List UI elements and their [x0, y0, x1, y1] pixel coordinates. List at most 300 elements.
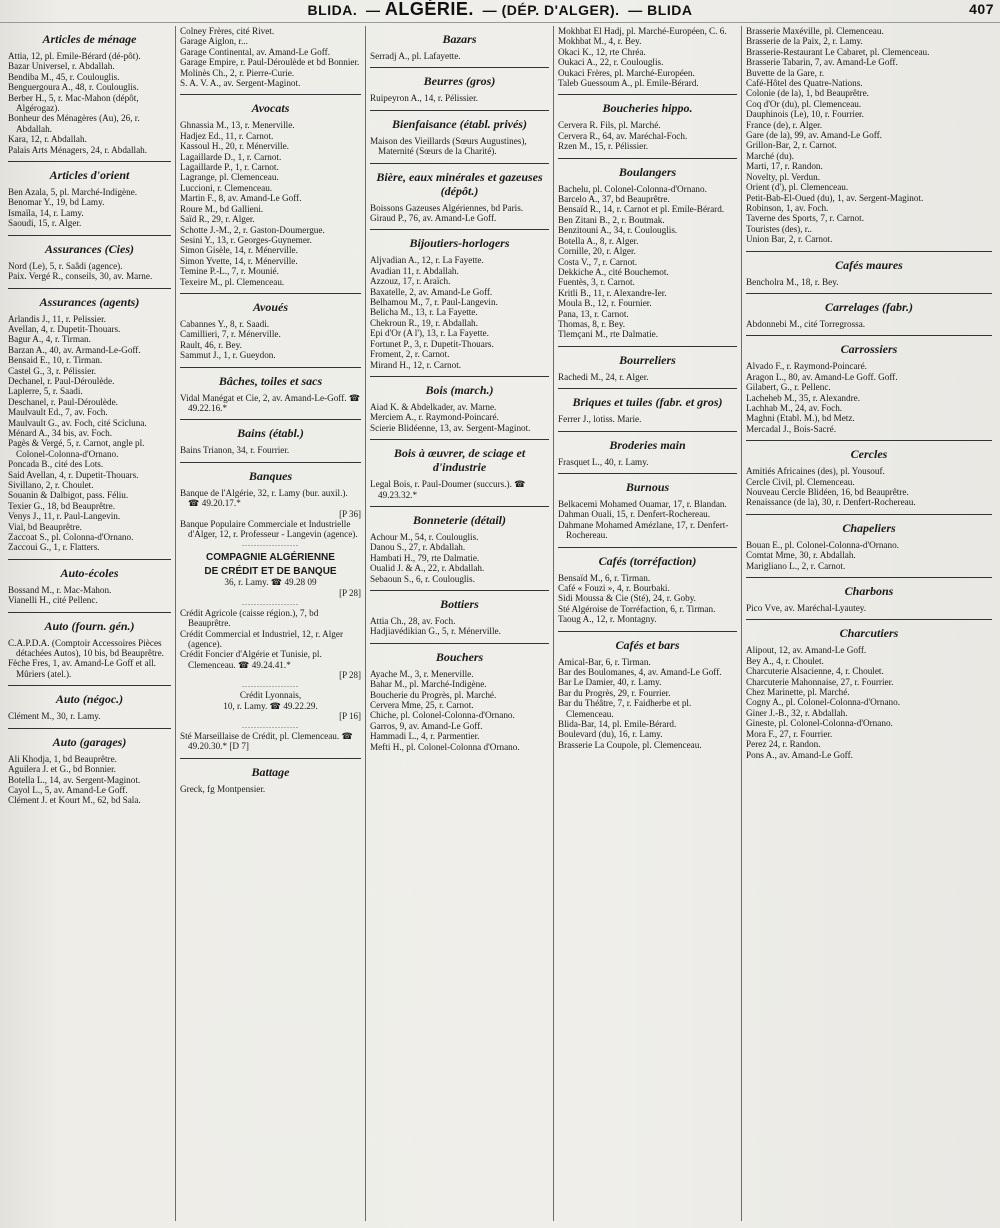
entry-list — [370, 51, 549, 61]
directory-entry: France (de), r. Alger. — [746, 119, 823, 130]
directory-entry: Tlemçani M., rte Dalmatie. — [558, 329, 659, 340]
directory-entry: Cabannes Y., 8, r. Saadi. — [180, 318, 270, 329]
directory-section — [746, 447, 992, 515]
directory-entry: Crédit Foncier d'Algérie et Tunisie, pl. Clemenceau. ☎ 49.24.41.* — [180, 649, 322, 670]
directory-entry: Boucherie du Progrès, pl. Marché. — [370, 689, 497, 700]
dotted-separator: ................... — [242, 680, 299, 690]
directory-entry: Dauphinois (Le), 10, r. Fourrier. — [746, 109, 864, 120]
directory-entry: Aljvadian A., 12, r. La Fayette. — [370, 255, 484, 266]
section-divider — [180, 462, 361, 463]
section-divider — [746, 335, 992, 336]
entry-list — [180, 731, 361, 752]
directory-entry: Maghni (Etabl. M.), bd Metz. — [746, 413, 855, 424]
directory-entry: Maulvault G., av. Foch, cité Scicluna. — [8, 417, 147, 428]
directory-entry: Simon Yvette, 14, r. Ménerville. — [180, 255, 298, 266]
entry-list — [370, 402, 549, 433]
directory-entry: Bagur A., 4, r. Tirman. — [8, 334, 91, 345]
directory-entry: Gilabert, G., r. Pellenc. — [746, 382, 831, 393]
directory-section — [8, 735, 171, 806]
directory-section — [558, 165, 737, 347]
section-divider — [558, 431, 737, 432]
directory-entry: Marti, 17, r. Randon. — [746, 161, 823, 172]
directory-section — [8, 692, 171, 728]
section-title: Articles d'orient — [49, 168, 130, 183]
section-title: Cafés (torréfaction) — [598, 553, 697, 568]
directory-entry: Oukaci A., 22, r. Coulouglis. — [558, 57, 664, 68]
header-department: (DÉP. D'ALGER). — [501, 2, 620, 18]
entry-list — [746, 540, 992, 571]
entry-list — [370, 616, 549, 637]
directory-entry: Belhamou M., 7, r. Paul-Langevin. — [370, 297, 498, 308]
directory-entry: Attia, 12, pl. Emile-Bérard (dé-pôt). — [8, 51, 141, 61]
directory-section — [8, 32, 171, 162]
directory-entry: Bensaid E., 10, r. Tirman. — [8, 355, 103, 366]
directory-entry: S. A. V. A., av. Sergent-Maginot. — [180, 78, 301, 89]
directory-entry: Paix. Vergé R., conseils, 30, av. Marne. — [8, 271, 153, 282]
directory-section — [180, 765, 361, 794]
directory-section — [746, 300, 992, 336]
entry-list — [180, 120, 361, 287]
section-divider — [746, 293, 992, 294]
directory-entry: Saoudi, 15, r. Alger. — [8, 218, 82, 229]
section-divider — [558, 547, 737, 548]
directory-entry: Crédit Agricole (caisse région.), 7, bd Beauprêtre. — [180, 607, 319, 629]
section-divider — [180, 419, 361, 420]
directory-section — [8, 619, 171, 687]
directory-entry: Clément J. et Kourt M., 62, bd Sala. — [8, 795, 141, 806]
directory-entry: Marché (du). — [746, 150, 794, 161]
directory-entry: Sebaoun S., 6, r. Coulouglis. — [370, 573, 475, 584]
directory-entry: Baxatelle, 2, av. Amand-Le Goff. — [370, 286, 493, 297]
directory-section — [370, 446, 549, 507]
directory-section — [746, 342, 992, 441]
directory-entry: Marigliano L., 2, r. Carnot. — [746, 560, 846, 571]
directory-entry: Dekkiche A., cité Bouchemot. — [558, 266, 669, 277]
section-divider — [370, 439, 549, 440]
directory-entry: Abdonnebi M., cité Torregrossa. — [746, 318, 866, 329]
directory-section — [370, 597, 549, 644]
directory-entry: Botella A., 8, r. Alger. — [558, 235, 639, 246]
directory-entry: Bouan E., pl. Colonel-Colonna-d'Ornano. — [746, 539, 899, 550]
directory-entry: Dahmane Mohamed Amézlane, 17, r. Denfert-Rochereau. — [558, 519, 729, 541]
directory-entry: Azzouz, 17, r. Araïch. — [370, 276, 451, 287]
directory-entry: Amical-Bar, 6, r. Tirman. — [558, 656, 651, 667]
directory-entry: Martin F., 8, av. Amand-Le Goff. — [180, 193, 302, 204]
directory-entry: Poncada B., cité des Lots. — [8, 459, 104, 470]
entry-list — [746, 277, 992, 287]
entry-list — [8, 261, 171, 282]
directory-section — [746, 521, 992, 578]
reference-code: [P 36] — [339, 508, 361, 519]
directory-entry: Giraud P., 76, av. Amand-Le Goff. — [370, 213, 497, 224]
directory-entry: Zaccoui G., 1, r. Flatters. — [8, 542, 100, 553]
directory-entry: Legal Bois, r. Paul-Doumer (succurs.). ☎ 49.23.32.* — [370, 479, 526, 500]
directory-entry: Fèche Fres, 1, av. Amand-Le Goff et all. Mûriers (atel.). — [8, 658, 156, 679]
directory-entry: Arlandis J., 11, r. Pelissier. — [8, 313, 106, 324]
directory-section — [558, 438, 737, 474]
directory-entry: Hadjiavédikian G., 5, r. Ménerville. — [370, 626, 501, 637]
entry-list — [8, 638, 171, 680]
directory-section — [180, 101, 361, 294]
directory-entry: Dechanel, r. Paul-Déroulède. — [8, 375, 115, 386]
section-title: Assurances (agents) — [39, 294, 140, 309]
section-title: Boucheries hippo. — [602, 101, 693, 116]
section-divider — [8, 235, 171, 236]
directory-entry: Aiad K. & Abdelkader, av. Marne. — [370, 401, 497, 412]
directory-section — [558, 26, 737, 95]
directory-entry: Epi d'Or (A l'), 13, r. La Fayette. — [370, 328, 489, 339]
entry-list — [180, 393, 361, 414]
directory-entry: Cervera Mme, 25, r. Carnot. — [370, 700, 474, 710]
directory-entry: Thomas, 8, r. Bey. — [558, 318, 626, 329]
section-title: Burnous — [625, 479, 670, 494]
directory-entry: Greck, fg Montpensier. — [180, 783, 266, 794]
section-title: Bazars — [442, 32, 477, 46]
directory-entry: Taleb Guessoum A., pl. Emile-Bérard. — [558, 78, 699, 89]
directory-entry: Bains Trianon, 34, r. Fourrier. — [180, 445, 290, 456]
entry-list — [558, 414, 737, 424]
directory-section — [558, 554, 737, 632]
directory-section — [8, 168, 171, 236]
directory-entry: Ismaïla, 14, r. Lamy. — [8, 207, 84, 218]
directory-section — [558, 101, 737, 158]
directory-entry: Bensaïd M., 6, r. Tirman. — [558, 572, 651, 583]
directory-entry: Charcuterie Alsacienne, 4, r. Choulet. — [746, 666, 884, 677]
directory-entry: Renaissance (de la), 30, r. Denfert-Rochereau. — [746, 497, 916, 508]
directory-entry: Café-Hôtel des Quatre-Nations. — [746, 78, 863, 89]
directory-entry: Sammut J., 1, r. Gueydon. — [180, 350, 276, 361]
directory-entry: Mercadal J., Bois-Sacré. — [746, 423, 837, 434]
directory-entry: Hammadi L., 4, r. Parmentier. — [370, 731, 480, 742]
section-title: Broderies main — [609, 437, 686, 452]
entry-list — [558, 657, 737, 751]
directory-entry: Sté Algéroise de Torréfaction, 6, r. Tirman. — [558, 603, 716, 614]
directory-section — [370, 170, 549, 231]
directory-entry: Ménard A., 34 bis, av. Foch. — [8, 427, 113, 438]
directory-entry: Barcelo A., 37, bd Beauprêtre. — [558, 194, 670, 205]
directory-entry: Petit-Bab-El-Oued (du), 1, av. Sergent-Maginot. — [746, 192, 924, 203]
directory-entry: Union Bar, 2, r. Carnot. — [746, 234, 833, 245]
directory-entry: Belkacemi Mohamed Ouamar, 17, r. Blandan. — [558, 498, 727, 509]
directory-entry: Texeire M., pl. Clemenceau. — [180, 276, 285, 287]
entry-list — [180, 488, 361, 509]
entry-list — [8, 754, 171, 806]
directory-entry: Brasserie Maxéville, pl. Clemenceau. — [746, 26, 884, 36]
header-city-left: BLIDA. — [307, 2, 358, 18]
section-title: Cercles — [850, 447, 888, 462]
directory-entry: Serradj A., pl. Lafayette. — [370, 51, 461, 61]
directory-entry: Berber H., 5, r. Mac-Mahon (dépôt, Algérogaz). — [8, 92, 139, 114]
section-title: Carrelages (fabr.) — [825, 299, 913, 314]
directory-entry: Novelty, pl. Verdun. — [746, 171, 821, 182]
directory-entry: Alvado F., r. Raymond-Poincaré. — [746, 361, 867, 372]
directory-section — [558, 353, 737, 389]
directory-entry: Attia Ch., 28, av. Foch. — [370, 615, 456, 626]
entry-list — [746, 645, 992, 759]
section-title: Bouchers — [435, 649, 484, 664]
directory-entry: Banque de l'Algérie, 32, r. Lamy (bur. auxil.). ☎ 49.20.17.* — [180, 487, 348, 509]
directory-entry: Mefti H., pl. Colonel-Colonna d'Ornano. — [370, 741, 520, 752]
directory-entry: Ferrer J., lotiss. Marie. — [558, 414, 642, 425]
directory-entry: Maulvault Ed., 7, av. Foch. — [8, 407, 108, 418]
section-title: Beurres (gros) — [423, 74, 496, 89]
entry-list — [558, 184, 737, 340]
directory-entry: Kritli B., 11, r. Alexandre-Ier. — [558, 287, 667, 298]
reference-code: [P 28] — [339, 587, 361, 598]
dotted-separator: ................... — [242, 597, 299, 607]
column-1 — [4, 26, 176, 1221]
directory-entry: Bachelu, pl. Colonel-Colonna-d'Ornano. — [558, 183, 707, 194]
entry-list — [180, 608, 361, 670]
directory-entry: Garros, 9, av. Amand-Le Goff. — [370, 720, 483, 731]
directory-entry: Ben Zitani B., 2, r. Boutmak. — [558, 214, 665, 225]
directory-entry: Vidal Manégat et Cie, 2, av. Amand-Le-Goff. ☎ 49.22.16.* — [180, 392, 361, 413]
directory-entry: Nouveau Cercle Blidéen, 16, bd Beauprêtre. — [746, 487, 909, 497]
directory-entry: Garage Aiglon, r... — [180, 36, 248, 47]
section-title: Cafés et bars — [615, 637, 680, 652]
directory-entry: Lagrange, pl. Clemenceau. — [180, 172, 279, 183]
directory-entry: Merciem A., r. Raymond-Poincaré. — [370, 412, 499, 423]
directory-entry: Gare (de la), 99, av. Amand-Le Goff. — [746, 130, 882, 141]
section-title: Auto (garages) — [52, 734, 127, 749]
directory-entry: Belicha M., 13, r. La Fayette. — [370, 307, 478, 318]
column-3 — [366, 26, 554, 1221]
entry-list — [8, 585, 171, 606]
directory-section — [180, 26, 361, 95]
section-divider — [558, 631, 737, 632]
section-divider — [558, 158, 737, 159]
entry-list — [746, 466, 992, 508]
section-title: Briques et tuiles (fabr. et gros) — [572, 395, 723, 410]
display-advertisement-address: 10, r. Lamy. ☎ 49.22.29. — [223, 700, 318, 711]
directory-entry: Comtat Mme, 30, r. Abdallah. — [746, 550, 856, 561]
section-divider — [746, 514, 992, 515]
directory-entry: Pana, 13, r. Carnot. — [558, 308, 629, 319]
directory-entry: Vial, bd Beauprêtre. — [8, 521, 82, 532]
directory-section — [370, 236, 549, 376]
entry-list — [370, 479, 549, 500]
column-5 — [742, 26, 996, 1221]
directory-entry: Cercle Civil, pl. Clemenceau. — [746, 476, 855, 487]
directory-section — [180, 374, 361, 421]
directory-entry: Chiche, pl. Colonel-Colonna-d'Ornano. — [370, 710, 515, 721]
directory-entry: Touristes (des), r.. — [746, 223, 812, 234]
display-advertisement-line: COMPAGNIE ALGÉRIENNE — [206, 552, 335, 564]
directory-entry: Danou S., 27, r. Abdallah. — [370, 542, 466, 553]
directory-section — [180, 426, 361, 462]
section-divider — [8, 161, 171, 162]
section-divider — [8, 559, 171, 560]
section-divider — [8, 685, 171, 686]
directory-entry: Bensaïd R., 14, r. Carnot et pl. Emile-Bérard. — [558, 204, 725, 215]
directory-entry: Grillon-Bar, 2, r. Carnot. — [746, 140, 837, 151]
directory-entry: Pons A., av. Amand-Le Goff. — [746, 749, 853, 760]
directory-entry: Cervera R., 64, av. Maréchal-Foch. — [558, 130, 688, 141]
section-title: Bijoutiers-horlogers — [409, 236, 510, 251]
directory-entry: Garage Empire, r. Paul-Déroulède et bd Bonnier. — [180, 57, 360, 68]
directory-entry: Ali Khodja, 1, bd Beauprêtre. — [8, 753, 117, 764]
directory-entry: Froment, 2, r. Carnot. — [370, 349, 450, 360]
directory-entry: Maison des Vieillards (Sœurs Augustines), Maternité (Sœurs de la Charité). — [370, 135, 527, 157]
section-title: Assurances (Cies) — [44, 241, 134, 256]
section-title: Bourreliers — [619, 352, 676, 367]
section-divider — [8, 728, 171, 729]
section-divider — [370, 590, 549, 591]
section-divider — [558, 346, 737, 347]
section-title: Auto (négoc.) — [55, 692, 124, 707]
reference-code: [P 16] — [339, 711, 361, 722]
directory-entry: Mora F., 27, r. Fourrier. — [746, 728, 833, 739]
directory-section — [558, 638, 737, 751]
section-divider — [746, 440, 992, 441]
section-divider — [180, 293, 361, 294]
directory-entry: Rzen M., 15, r. Pélissier. — [558, 141, 649, 152]
directory-entry: Cogny A., pl. Colonel-Colonna-d'Ornano. — [746, 697, 901, 708]
directory-entry: Texier G., 18, bd Beauprêtre. — [8, 500, 116, 511]
directory-entry: Coq d'Or (du), pl. Clemenceau. — [746, 98, 862, 109]
directory-section — [370, 650, 549, 752]
directory-entry: Venys J., 11, r. Paul-Langevin. — [8, 511, 121, 522]
section-title: Cafés maures — [835, 257, 903, 272]
directory-section — [746, 26, 992, 252]
section-title: Bottiers — [440, 596, 479, 611]
directory-entry: Brasserie-Restaurant Le Cabaret, pl. Clemenceau. — [746, 46, 930, 57]
directory-entry: Gineste, pl. Colonel-Colonna-d'Ornano. — [746, 718, 893, 729]
entry-list — [558, 120, 737, 151]
directory-entry: Bar des Boulomanes, 4, av. Amand-Le Goff. — [558, 667, 722, 678]
directory-entry: Costa V., 7, r. Carnot. — [558, 256, 638, 267]
section-title: Bois (march.) — [425, 382, 494, 397]
entry-list — [558, 457, 737, 467]
section-title: Charcutiers — [839, 626, 899, 641]
entry-list — [180, 784, 361, 794]
directory-entry: Molinès Ch., 2, r. Pierre-Curie. — [180, 67, 295, 78]
directory-entry: Brasserie de la Paix, 2, r. Lamy. — [746, 36, 863, 47]
section-title: Avoués — [252, 299, 289, 314]
directory-entry: Benomar Y., 19, bd Lamy. — [8, 197, 105, 208]
entry-list — [746, 26, 992, 245]
directory-entry: Bar du Théâtre, 7, r. Faidherbe et pl. Clemenceau. — [558, 698, 692, 719]
directory-entry: Simon Gisèle, 14, r. Ménerville. — [180, 245, 298, 256]
section-divider — [180, 94, 361, 95]
section-title: Avocats — [251, 101, 290, 116]
directory-entry: Colney Frères, cité Rivet. — [180, 26, 275, 36]
directory-entry: Ghnassia M., 13, r. Menerville. — [180, 120, 295, 131]
directory-entry: Cayol L., 5, av. Amand-Le Goff. — [8, 784, 128, 795]
directory-entry: Oukaci Frères, pl. Marché-Européen. — [558, 67, 695, 78]
directory-entry: Ruipeyron A., 14, r. Pélissier. — [370, 93, 478, 104]
directory-entry: Mirand H., 12, r. Carnot. — [370, 359, 462, 370]
directory-entry: Said Avellan, 4, r. Dupetit-Thouars. — [8, 469, 139, 480]
section-divider — [558, 388, 737, 389]
entry-list — [8, 187, 171, 229]
directory-entry: Kara, 12, r. Abdallah. — [8, 134, 87, 145]
section-divider — [8, 612, 171, 613]
entry-list — [370, 532, 549, 584]
directory-entry: Taoug A., 12, r. Montagny. — [558, 614, 657, 625]
directory-entry: Cornille, 20, r. Alger. — [558, 246, 636, 257]
directory-entry: Perez 24, r. Randon. — [746, 739, 821, 750]
section-divider — [746, 619, 992, 620]
directory-entry: Aguilera J. et G., bd Bonnier. — [8, 764, 116, 775]
display-advertisement-line: Crédit Lyonnais, — [239, 690, 302, 701]
directory-entry: Avadian 11, r. Abdallah. — [370, 265, 459, 276]
directory-entry: Hadjez Ed., 11, r. Carnot. — [180, 130, 274, 141]
directory-entry: Bonheur des Ménagères (Au), 26, r. Abdallah. — [8, 113, 140, 134]
directory-entry: Frasquet L., 40, r. Lamy. — [558, 456, 649, 467]
directory-entry: Ben Azala, 5, pl. Marché-Indigène. — [8, 187, 138, 198]
directory-section — [558, 395, 737, 431]
directory-entry: Sté Marseillaise de Crédit, pl. Clemenceau. ☎ 49.20.30.* [D 7] — [180, 731, 353, 752]
directory-entry: Brasserie La Coupole, pl. Clemenceau. — [558, 739, 702, 750]
directory-entry: Castel G., 3, r. Pélissier. — [8, 365, 97, 376]
dotted-separator: ................... — [242, 539, 299, 549]
directory-entry: Chekroun R., 19, r. Abdallah. — [370, 317, 478, 328]
section-title: Battage — [251, 764, 290, 779]
directory-entry: Souanin & Dalbigot, pass. Féliu. — [8, 490, 129, 501]
directory-entry: Benzitouni A., 34, r. Coulouglis. — [558, 225, 678, 236]
directory-entry: Pico Vve, av. Maréchal-Lyautey. — [746, 603, 867, 614]
entry-list — [180, 445, 361, 455]
directory-entry: C.A.P.D.A. (Comptoir Accessoires Pièces détachées Autos), 10 bis, bd Beauprêtre. — [8, 637, 164, 659]
directory-entry: Deschanel, r. Paul-Déroulède. — [8, 396, 118, 407]
column-4 — [554, 26, 742, 1221]
page-header: BLIDA. — ALGÉRIE. — (DÉP. D'ALGER). — BLIDA 407 — [0, 0, 1000, 23]
directory-entry: Chez Marinette, pl. Marché. — [746, 687, 850, 698]
entry-list — [180, 319, 361, 361]
directory-entry: Lagaillarde D., 1, r. Carnot. — [180, 151, 282, 162]
directory-entry: Achour M., 54, r. Coulouglis. — [370, 531, 479, 542]
directory-entry: Fortunet P., 3, r. Dupetit-Thouars. — [370, 338, 494, 349]
directory-entry: Bahar M., pl. Marché-Indigène. — [370, 679, 487, 690]
section-divider — [8, 288, 171, 289]
directory-entry: Clément M., 30, r. Lamy. — [8, 711, 101, 722]
directory-entry: Saïd R., 29, r. Alger. — [180, 214, 255, 225]
directory-entry: Zaccoat S., pl. Colonna-d'Ornano. — [8, 532, 134, 543]
directory-entry: Lagaillarde P., 1, r. Carnot. — [180, 162, 279, 173]
directory-entry: Palais Arts Ménagers, 24, r. Abdallah. — [8, 144, 148, 155]
section-title: Articles de ménage — [42, 32, 137, 46]
directory-entry: Amitiés Africaines (des), pl. Yousouf. — [746, 466, 885, 477]
entry-list — [180, 26, 361, 88]
display-advertisement-address: 36, r. Lamy. ☎ 49.28 09 — [224, 577, 317, 588]
section-divider — [180, 758, 361, 759]
section-divider — [370, 163, 549, 164]
directory-entry: Robinson, 1, av. Foch. — [746, 202, 829, 213]
entry-list — [370, 203, 549, 224]
directory-section — [370, 74, 549, 110]
entry-list — [558, 26, 737, 88]
directory-entry: Brasserie Tabarin, 7, av. Amand-Le Goff. — [746, 57, 898, 68]
section-title: Bains (établ.) — [237, 426, 304, 441]
entry-list — [8, 711, 171, 721]
directory-entry: Banque Populaire Commerciale et Industrielle d'Alger, 12, r. Professeur - Langevin (agence). — [180, 518, 358, 539]
entry-list — [370, 669, 549, 752]
section-divider — [558, 473, 737, 474]
directory-entry: Pagès & Vergé, 5, r. Carnot, angle pl. Colonel-Colonna-d'Ornano. — [8, 438, 145, 459]
column-2 — [176, 26, 366, 1221]
directory-section — [8, 295, 171, 560]
directory-entry: Orient (d'), pl. Clemenceau. — [746, 182, 849, 193]
directory-entry: Garage Continental, av. Amand-Le Goff. — [180, 46, 331, 57]
entry-list — [8, 314, 171, 553]
directory-entry: Okaci K., 12, rte Chréa. — [558, 46, 646, 57]
directory-columns — [4, 26, 996, 1226]
directory-entry: Botella L., 14, av. Sergent-Maginot. — [8, 774, 141, 785]
directory-entry: Vianelli H., cité Pellenc. — [8, 595, 98, 606]
directory-entry: Buvette de la Gare, r. — [746, 67, 825, 78]
entry-list — [370, 136, 549, 157]
